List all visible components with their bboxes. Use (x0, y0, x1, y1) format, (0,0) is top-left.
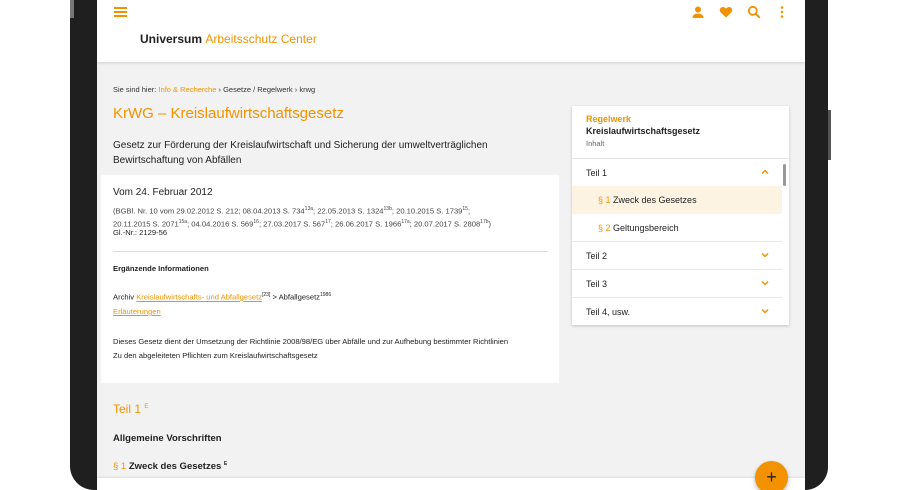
toc-item-teil-4[interactable]: Teil 4, usw. (572, 298, 782, 325)
app-screen (97, 0, 805, 490)
user-icon[interactable] (689, 4, 707, 20)
erlaeuterungen-link[interactable]: Erläuterungen (113, 307, 161, 316)
breadcrumb-rest: › Gesetze / Regelwerk › krwg (216, 85, 316, 94)
device-bezel-right (805, 0, 900, 490)
part-heading: Teil 1 $^E$ (113, 402, 149, 416)
divider (113, 251, 548, 252)
logo-accent: Arbeitsschutz Center (205, 32, 317, 46)
search-icon[interactable] (745, 4, 763, 20)
archive-line: Archiv Kreislaufwirtschafts- und Abfallgesetz[23] > Abfallgesetz$^{1986}$ (113, 292, 332, 302)
toc-item-teil-1[interactable]: Teil 1 (572, 159, 782, 187)
logo[interactable] (140, 32, 317, 46)
supplementary-info-heading: Ergänzende Informationen (113, 264, 209, 273)
toc-item-teil-2[interactable]: Teil 2 (572, 242, 782, 270)
chevron-down-icon[interactable] (760, 278, 770, 288)
chevron-down-icon[interactable] (760, 250, 770, 260)
toc-label: Regelwerk (586, 114, 632, 124)
device-bezel-left (0, 0, 97, 490)
toc-panel (572, 106, 789, 325)
law-info-card (101, 175, 559, 383)
breadcrumb-prefix: Sie sind hier: (113, 85, 157, 94)
add-fab-button[interactable]: + (755, 461, 788, 490)
chevron-down-icon[interactable] (760, 306, 770, 316)
menu-icon[interactable] (114, 7, 127, 17)
bgbl-references: (BGBl. Nr. 10 vom 29.02.2012 S. 212; 08.04.2013 S. $734^{13a}$; 22.05.2013 S. $1324^{13b}$; 20.10.2015 S. 1739$^{15}$; 20.11.2015 S. $2071^{15a}$; 04.04.2016 S. $569^{16}$; 27.03.2017 S. $567^{17}$; 26.06.2017 S. $1966^{17a}$; 20.07.2017 S. $2808^{17b}$) (113, 206, 492, 229)
header-actions (689, 4, 791, 20)
toc-title: Kreislaufwirtschaftsgesetz (586, 126, 701, 136)
toc-item-par-1[interactable]: § 1 Zweck des Gesetzes (572, 186, 782, 214)
archive-link[interactable]: Kreislaufwirtschafts- und Abfallgesetz (136, 292, 263, 302)
bottom-bar (97, 478, 805, 490)
toc-subtitle: Inhalt (586, 139, 605, 148)
breadcrumb (113, 85, 315, 94)
page-title: KrWG – Kreislaufwirtschaftsgesetz (113, 105, 344, 122)
app-header (97, 0, 805, 62)
heart-icon[interactable] (717, 4, 735, 20)
toc-item-teil-3[interactable]: Teil 3 (572, 270, 782, 298)
toc-item-par-2[interactable]: § 2 Geltungsbereich (572, 214, 782, 242)
gl-nr: Gl.-Nr.: 2129-56 (113, 228, 168, 237)
paragraph-heading[interactable]: § 1 Zweck des Gesetzes $^E$ (113, 461, 228, 473)
device-notch (70, 0, 74, 18)
law-description: Dieses Gesetz dient der Umsetzung der Richtlinie 2008/98/EG über Abfälle und zur Aufhebung bestimmter Richtlinien Zu den abgeleiteten Pflichten zum Kreislaufwirtschaftsgesetz (113, 337, 509, 360)
page-subtitle: Gesetz zur Förderung der Kreislaufwirtschaft und Sicherung der umweltverträglichen Bewirtschaftung von Abfällen (113, 140, 488, 166)
law-date: Vom 24. Februar 2012 (113, 187, 213, 198)
logo-main: Universum (140, 32, 203, 46)
device-side-button (828, 110, 831, 160)
toc-scrollbar[interactable] (783, 164, 786, 186)
breadcrumb-link[interactable]: Info & Recherche (158, 85, 217, 94)
chevron-up-icon[interactable] (760, 167, 770, 177)
more-vert-icon[interactable] (773, 4, 791, 20)
part-subheading: Allgemeine Vorschriften (113, 433, 222, 444)
